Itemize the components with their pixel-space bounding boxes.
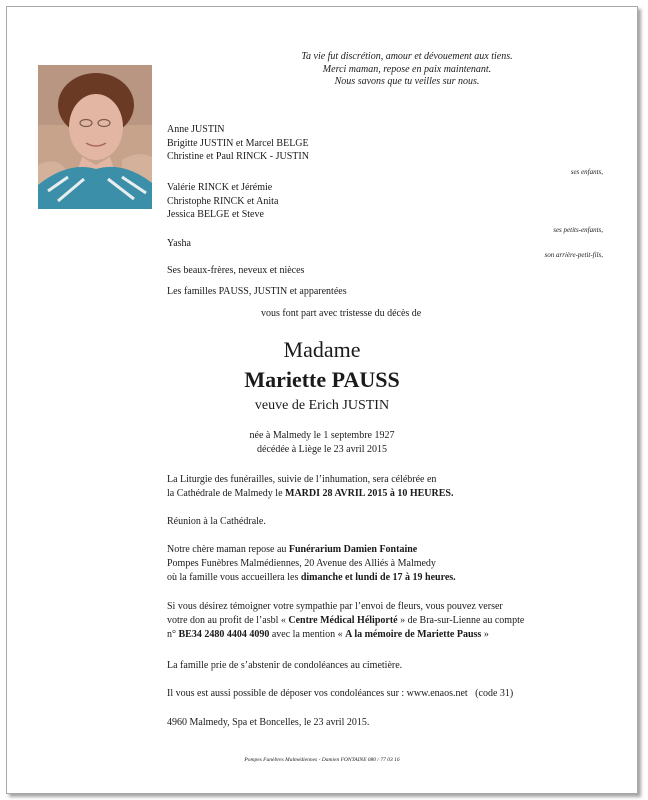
motto: [247, 51, 567, 89]
donation-text: votre don au profit de l’asbl «: [167, 614, 289, 626]
footer-funeral-director: Pompes Funèbres Malmédiennes - Damien FONTAINE 080 / 77 03 16: [244, 757, 400, 763]
announcement: vous font part avec tristesse du décès de: [261, 308, 422, 319]
liturgy-place: la Cathédrale de Malmedy le: [167, 487, 286, 499]
children-list: [167, 123, 309, 164]
family-member: Brigitte JUSTIN et Marcel BELGE: [167, 137, 309, 149]
donation-text: n°: [167, 628, 179, 640]
donation-line: [167, 628, 524, 642]
donation-text: » de Bra-sur-Lienne au compte: [397, 614, 525, 626]
death-notice-page: [6, 6, 638, 794]
grandchildren-role: ses petits-enfants,: [553, 226, 603, 234]
family-member: Jessica BELGE et Steve: [167, 209, 264, 220]
donation-text: avec la mention «: [269, 628, 346, 640]
motto-line: Ta vie fut discrétion, amour et dévouement aux tiens.: [301, 51, 513, 62]
in-laws: Ses beaux-frères, neveux et nièces: [167, 265, 305, 276]
rest-line: [167, 571, 456, 585]
great-grandchild: Yasha: [167, 238, 191, 249]
portrait-photo: [38, 65, 152, 209]
liturgy-line: La Liturgie des funérailles, suivie de l’inhumation, sera célébrée en: [167, 474, 437, 485]
meeting-info: Réunion à la Cathédrale.: [167, 516, 266, 527]
visit-intro: où la famille vous accueillera les: [167, 571, 301, 583]
donation-line: Si vous désirez témoigner votre sympathie par l’envoi de fleurs, vous pouvez verser: [167, 601, 503, 612]
liturgy-paragraph: [167, 473, 453, 501]
families: Les familles PAUSS, JUSTIN et apparentées: [167, 286, 347, 297]
online-condolences: Il vous est aussi possible de déposer vos condoléances sur : www.enaos.net (code 31): [167, 688, 514, 699]
donation-mention: A la mémoire de Mariette Pauss: [345, 628, 482, 640]
widow-of: veuve de Erich JUSTIN: [254, 398, 390, 413]
family-member: Anne JUSTIN: [167, 124, 225, 135]
family-member: Christine et Paul RINCK - JUSTIN: [167, 151, 309, 162]
children-role: ses enfants,: [570, 168, 603, 176]
deceased-name: Mariette PAUSS: [244, 367, 400, 392]
motto-line: Nous savons que tu veilles sur nous.: [334, 76, 480, 87]
liturgy-line: [167, 487, 453, 501]
donation-line: [167, 614, 524, 628]
grandchildren-list: [167, 181, 278, 222]
bank-account: BE34 2480 4404 4090: [178, 628, 270, 640]
deceased-title: Madame: [283, 337, 361, 362]
liturgy-date: MARDI 28 AVRIL 2015 à 10 HEURES.: [285, 487, 454, 499]
visit-hours: dimanche et lundi de 17 à 19 heures.: [300, 571, 456, 583]
birth-info: née à Malmedy le 1 septembre 1927: [249, 430, 395, 441]
family-member: Christophe RINCK et Anita: [167, 195, 279, 207]
donation-paragraph: [167, 600, 524, 641]
rest-intro: Notre chère maman repose au: [167, 544, 289, 555]
family-member: Valérie RINCK et Jérémie: [167, 182, 273, 193]
portrait-illustration: [38, 65, 152, 209]
funeral-home-name: Funérarium Damien Fontaine: [288, 544, 418, 555]
motto-line: Merci maman, repose en paix maintenant.: [322, 63, 492, 75]
rest-line: [167, 543, 456, 557]
charity-name: Centre Médical Héliporté: [288, 614, 398, 626]
donation-text: »: [481, 628, 489, 640]
funeral-home-paragraph: [167, 543, 456, 584]
great-grandchild-role: son arrière-petit-fils,: [544, 251, 603, 259]
no-condolences: La famille prie de s’abstenir de condoléances au cimetière.: [167, 660, 403, 671]
place-date: 4960 Malmedy, Spa et Boncelles, le 23 avril 2015.: [167, 717, 370, 728]
death-info: décédée à Liège le 23 avril 2015: [257, 444, 387, 455]
rest-line: Pompes Funèbres Malmédiennes, 20 Avenue des Alliés à Malmedy: [167, 557, 436, 569]
